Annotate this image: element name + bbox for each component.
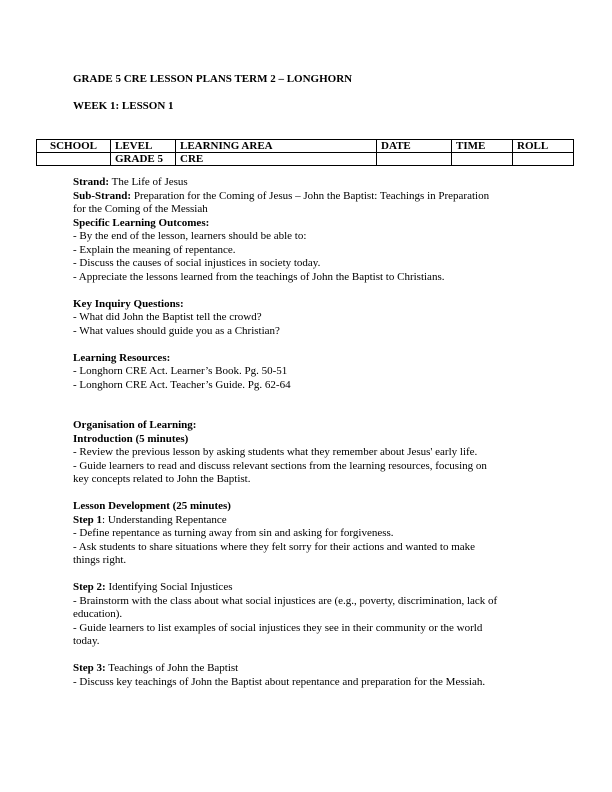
- cell-level: GRADE 5: [111, 153, 176, 166]
- list-item: - What values should guide you as a Christian?: [73, 324, 280, 337]
- lesson-info-table: [36, 139, 574, 166]
- lesson-body: [73, 176, 553, 689]
- header-learning-area: LEARNING AREA: [176, 140, 377, 153]
- cell-roll: [513, 153, 574, 166]
- step-1-title: : Understanding Repentance: [102, 513, 227, 526]
- strand: [73, 176, 553, 190]
- step-3-label: Step 3:: [73, 662, 106, 674]
- step-1: [73, 514, 553, 528]
- list-item: - Appreciate the lessons learned from the teachings of John the Baptist to Christians.: [73, 270, 445, 283]
- sub-strand-continued: for the Coming of the Messiah: [73, 203, 208, 215]
- list-item: - Discuss the causes of social injustices in society today.: [73, 257, 321, 269]
- header-school: SCHOOL: [37, 140, 111, 153]
- header-roll: ROLL: [513, 140, 574, 153]
- list-item: - What did John the Baptist tell the crowd?: [73, 311, 262, 323]
- cell-school: [37, 153, 111, 166]
- table-header-row: [37, 140, 574, 153]
- cell-learning-area: CRE: [176, 153, 377, 166]
- list-item: - Ask students to share situations where they felt sorry for their actions and wanted to make: [73, 540, 476, 553]
- list-item: - Longhorn CRE Act. Learner’s Book. Pg. 50-51: [73, 365, 288, 377]
- step-2-label: Step 2:: [73, 581, 106, 593]
- list-item: - Longhorn CRE Act. Teacher’s Guide. Pg. 62-64: [73, 378, 291, 391]
- header-date: DATE: [377, 140, 452, 153]
- strand-label: Strand:: [73, 176, 110, 188]
- step-3-title: Teachings of John the Baptist: [105, 662, 239, 674]
- list-item: key concepts related to John the Baptist.: [73, 473, 251, 485]
- step-3: [73, 662, 553, 676]
- list-item: - Define repentance as turning away from sin and asking for forgiveness.: [73, 527, 394, 539]
- list-item: - By the end of the lesson, learners should be able to:: [73, 230, 307, 242]
- inquiry-heading: Key Inquiry Questions:: [73, 297, 184, 310]
- sub-strand-label: Sub-Strand:: [73, 189, 132, 202]
- list-item: things right.: [73, 554, 127, 566]
- table-row: [37, 153, 574, 166]
- cell-date: [377, 153, 452, 166]
- list-item: - Review the previous lesson by asking students what they remember about Jesus' early life.: [73, 446, 478, 458]
- cell-time: [452, 153, 513, 166]
- list-item: education).: [73, 608, 123, 620]
- resources-heading: Learning Resources:: [73, 351, 171, 364]
- sub-strand: [73, 190, 553, 204]
- list-item: today.: [73, 635, 100, 647]
- header-level: LEVEL: [111, 140, 176, 153]
- organisation-heading: Organisation of Learning:: [73, 419, 197, 431]
- outcomes-heading: Specific Learning Outcomes:: [73, 216, 210, 229]
- step-2: [73, 581, 553, 595]
- week-heading: WEEK 1: LESSON 1: [73, 100, 174, 112]
- introduction-heading: Introduction (5 minutes): [73, 432, 189, 445]
- header-time: TIME: [452, 140, 513, 153]
- list-item: - Explain the meaning of repentance.: [73, 243, 236, 256]
- list-item: - Discuss key teachings of John the Baptist about repentance and preparation for the Messiah.: [73, 675, 486, 688]
- document-title: GRADE 5 CRE LESSON PLANS TERM 2 – LONGHORN: [73, 73, 353, 85]
- sub-strand-value: Preparation for the Coming of Jesus – John the Baptist: Teachings in Preparation: [131, 189, 490, 202]
- list-item: - Brainstorm with the class about what social injustices are (e.g., poverty, discrimination, lack of: [73, 594, 498, 607]
- step-2-title: Identifying Social Injustices: [105, 581, 233, 593]
- strand-value: The Life of Jesus: [109, 176, 188, 188]
- list-item: - Guide learners to read and discuss relevant sections from the learning resources, focusing on: [73, 459, 487, 472]
- step-1-label: Step 1: [73, 513, 103, 526]
- development-heading: Lesson Development (25 minutes): [73, 500, 231, 512]
- list-item: - Guide learners to list examples of social injustices they see in their community or the world: [73, 621, 483, 634]
